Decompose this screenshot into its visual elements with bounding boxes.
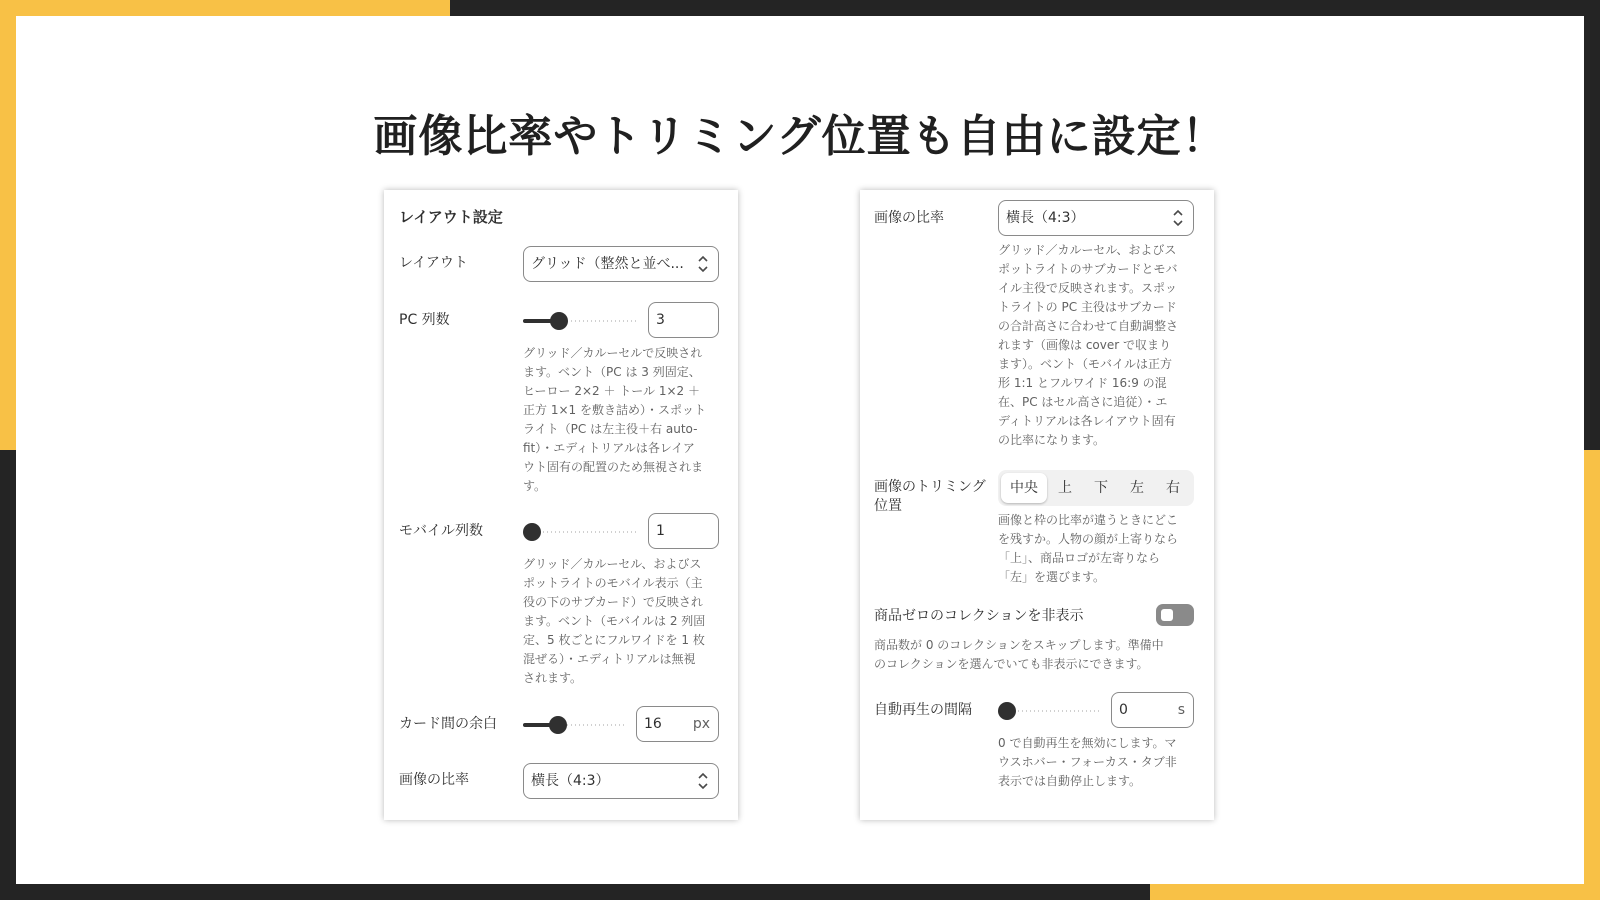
image-ratio-select[interactable]	[523, 763, 719, 799]
toggle-knob	[1161, 609, 1173, 621]
mobile-columns-help: グリッド／カルーセル、およびス ポットライトのモバイル表示（主 役の下のサブカード）で反映され ます。ベント（モバイルは 2 列固 定、5 枚ごとにフルワイドを 1 枚 混ぜる）・エディトリアルは無視 されます。	[523, 557, 706, 685]
slider-knob[interactable]	[998, 702, 1016, 720]
slider-knob[interactable]	[550, 312, 568, 330]
pc-columns-value: 3	[656, 312, 665, 328]
card-gap-input[interactable]	[636, 706, 719, 742]
autoplay-interval-value: 0	[1119, 702, 1128, 718]
hide-empty-toggle[interactable]	[1156, 604, 1194, 626]
chevron-up-down-icon	[696, 247, 710, 281]
mobile-columns-value: 1	[656, 523, 665, 539]
trim-option-center[interactable]: 中央	[1001, 473, 1047, 503]
card-gap-unit: px	[692, 716, 710, 732]
layout-settings-panel	[384, 190, 738, 820]
trim-option-top[interactable]: 上	[1058, 480, 1072, 496]
pc-columns-help: グリッド／カルーセルで反映され ます。ベント（PC は 3 列固定、 ヒーロー 2×2 ＋ トール 1×2 ＋ 正方 1×1 を敷き詰め）・スポット ライト（PC は左主役＋右 auto- fit）・エディトリアルは各レイア ウト固有の配置のため無視されま す。	[523, 346, 706, 493]
image-ratio-help: グリッド／カルーセル、およびス ポットライトのサブカードとモバ イル主役で反映されます。スポッ トライトの PC 主役はサブカード の合計高さに合わせて自動調整さ れます（画像は cover で収まり ます）。ベント（モバイルは正方 形 1:1 とフルワイド 16:9 の混 在、PC はセル高さに追従）・エ ディトリアルは各レイアウト固有 の比率になります。	[998, 243, 1179, 447]
image-ratio-select-value: 横長（4:3）	[1006, 210, 1085, 226]
hide-empty-help: 商品数が 0 のコレクションをスキップします。準備中 のコレクションを選んでいても非表示にできます。	[874, 638, 1164, 671]
layout-select-value: グリッド（整然と並べ...	[531, 256, 684, 272]
image-ratio-label: 画像の比率	[399, 772, 469, 788]
hide-empty-label: 商品ゼロのコレクションを非表示	[874, 608, 1084, 624]
trim-option-right[interactable]: 右	[1166, 480, 1180, 496]
pc-columns-input[interactable]	[648, 302, 719, 338]
chevron-up-down-icon	[1171, 201, 1185, 235]
card-gap-value: 16	[644, 716, 662, 732]
trim-position-segmented-control[interactable]	[998, 470, 1194, 506]
mobile-columns-slider[interactable]	[523, 522, 638, 542]
mobile-columns-label: モバイル列数	[399, 523, 483, 539]
autoplay-interval-unit: s	[1177, 702, 1185, 718]
image-ratio-select-value: 横長（4:3）	[531, 773, 610, 789]
autoplay-interval-label: 自動再生の間隔	[874, 702, 972, 718]
slide	[16, 16, 1584, 884]
image-ratio-label: 画像の比率	[874, 210, 944, 226]
slider-knob[interactable]	[523, 523, 541, 541]
trim-option-bottom[interactable]: 下	[1094, 480, 1108, 496]
autoplay-interval-input[interactable]	[1111, 692, 1194, 728]
layout-label: レイアウト	[399, 255, 468, 271]
pc-columns-slider[interactable]	[523, 311, 638, 331]
image-ratio-select[interactable]	[998, 200, 1194, 236]
trim-option-left[interactable]: 左	[1130, 480, 1144, 496]
chevron-up-down-icon	[696, 764, 710, 798]
autoplay-interval-help: 0 で自動再生を無効にします。マ ウスホバー・フォーカス・タブ非 表示では自動停止します。	[998, 736, 1177, 788]
mobile-columns-input[interactable]	[648, 513, 719, 549]
trim-position-label: 画像のトリミング 位置	[874, 479, 986, 514]
card-gap-label: カード間の余白	[399, 716, 497, 732]
section-title: レイアウト設定	[399, 208, 503, 226]
slide-headline: 画像比率やトリミング位置も自由に設定！	[373, 111, 1227, 162]
trim-position-help: 画像と枠の比率が違うときにどこ を残すか。人物の顔が上寄りなら 「上」、商品ロゴが左寄りなら 「左」を選びます。	[998, 513, 1179, 584]
card-gap-slider[interactable]	[523, 715, 627, 735]
autoplay-interval-slider[interactable]	[998, 701, 1102, 721]
image-settings-panel	[860, 190, 1214, 820]
pc-columns-label: PC 列数	[399, 312, 450, 328]
layout-select[interactable]	[523, 246, 719, 282]
slider-knob[interactable]	[549, 716, 567, 734]
